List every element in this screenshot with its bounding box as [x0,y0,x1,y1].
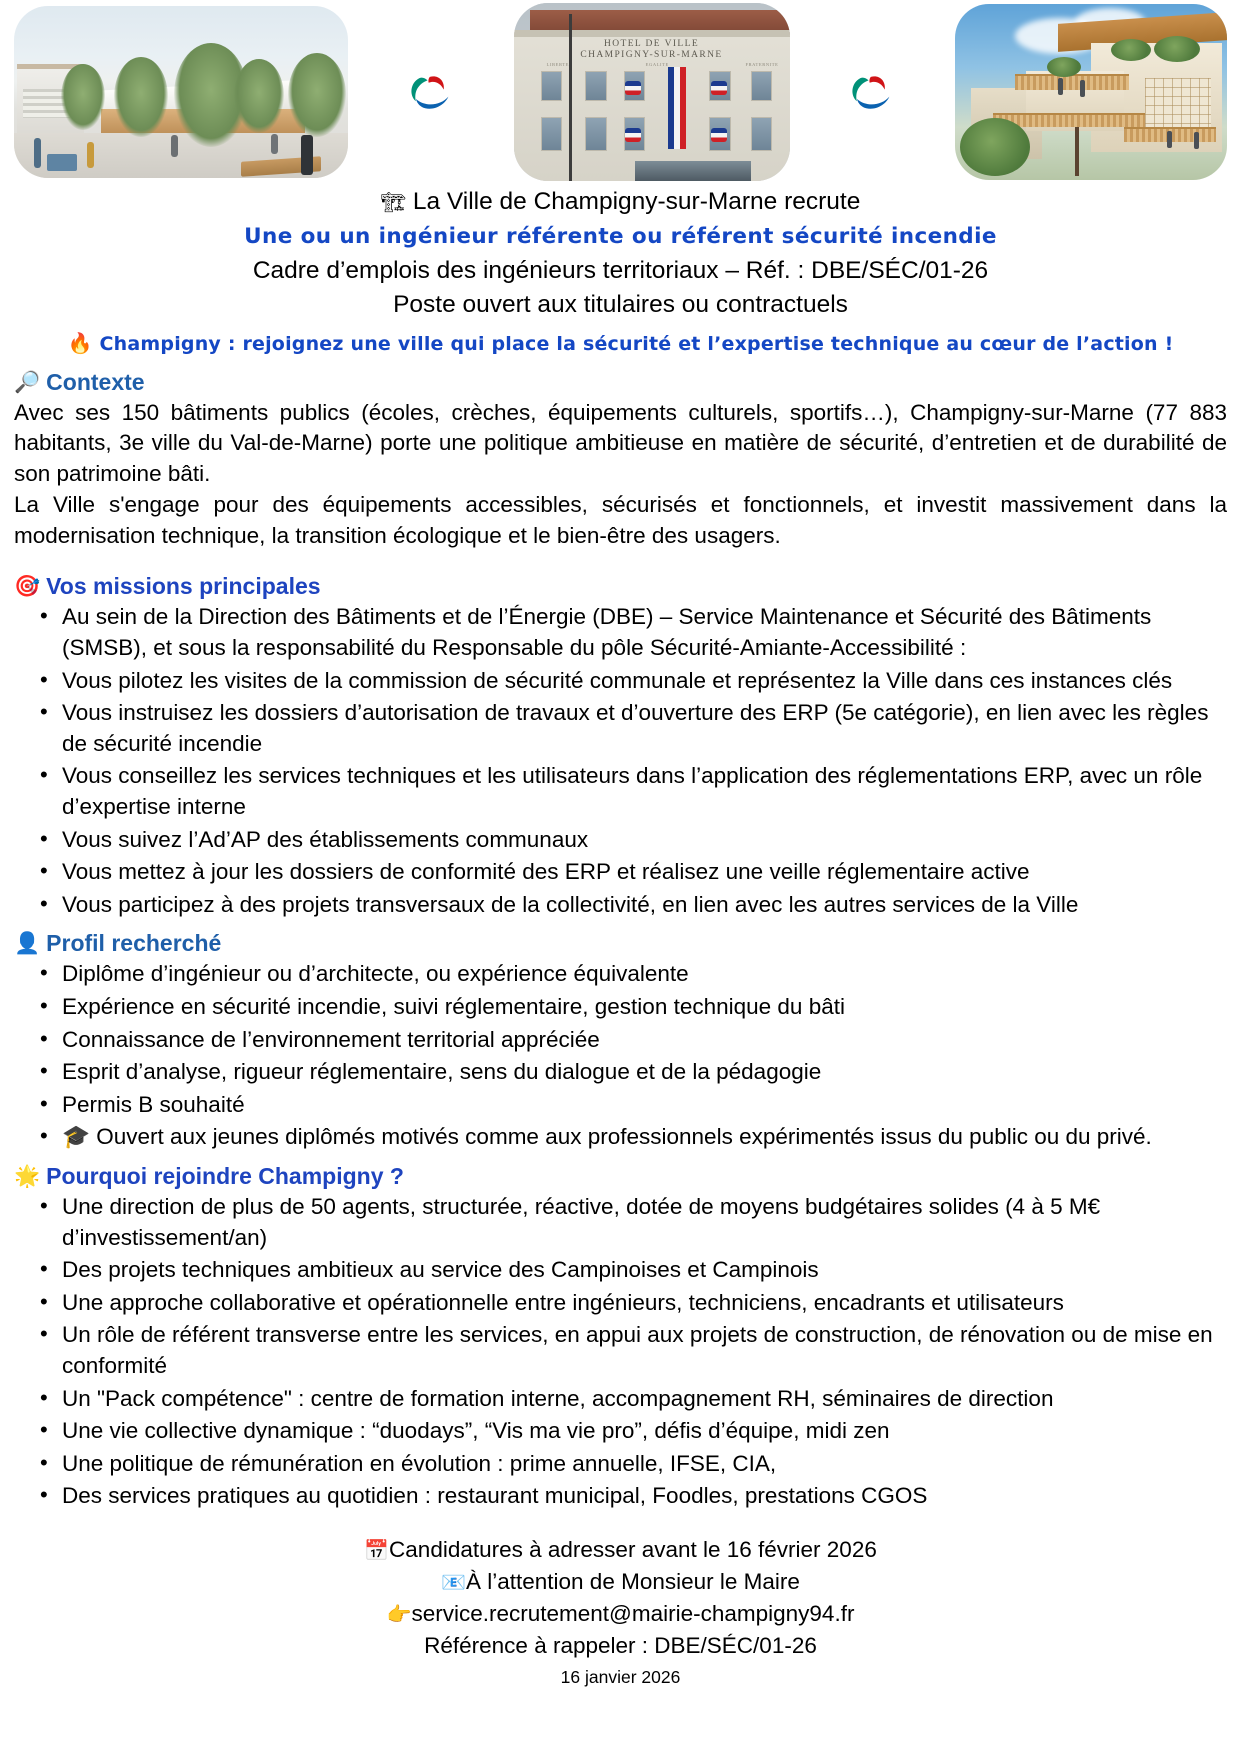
list-item: • Expérience en sécurité incendie, suivi réglementaire, gestion technique du bâti [62,992,1227,1023]
list-item: • Un rôle de référent transverse entre les services, en appui aux projets de construction, de rénovation ou de mise en conformité [62,1320,1227,1381]
person-figure [34,138,41,168]
tricolour-cockade [625,81,641,95]
calendar-icon: 📅 [364,1539,390,1562]
window [751,117,772,151]
section-heading-profil [14,930,1227,957]
job-title: Une ou un ingénieur référente ou référent sécurité incendie [244,224,997,250]
recruitment-headline-text: La Ville de Champigny-sur-Marne recrute [412,188,861,215]
photo-equipement-public [14,6,348,178]
roof-vegetation [1111,39,1151,61]
list-item: • Permis B souhaité [62,1090,1227,1121]
list-item: • Une politique de rémunération en évolution : prime annuelle, IFSE, CIA, [62,1449,1227,1480]
list-item: • Vous conseillez les services techniques et les utilisateurs dans l’application des réglementations ERP, avec un rôle d’expertise interne [62,761,1227,822]
person-figure [1194,132,1199,149]
tree-icon [61,64,105,130]
roof-vegetation [1047,57,1081,77]
job-grade-reference: Cadre d’emplois des ingénieurs territoriaux – Réf. : DBE/SÉC/01-26 [252,257,989,285]
list-item: • Vous participez à des projets transversaux de la collectivité, en lien avec les autres services de la Ville [62,890,1227,921]
list-item: • Vous pilotez les visites de la commission de sécurité communale et représentez la Ville dans ces instances clés [62,666,1227,697]
tricolour-cockade [711,128,727,142]
window [585,71,606,101]
person-figure [1080,80,1085,97]
header-banner [14,0,1227,182]
list-item: • Une approche collaborative et opérationnelle entre ingénieurs, techniciens, encadrants et utilisateurs [62,1288,1227,1319]
window [541,71,562,101]
list-item: • Esprit d’analyse, rigueur réglementaire, sens du dialogue et de la pédagogie [62,1057,1227,1088]
contexte-paragraph: Avec ses 150 bâtiments publics (écoles, crèches, équipements culturels, sportifs…), Champigny-sur-Marne (77 883 habitants, 3e ville du Val-de-Marne) porte une politique ambitieuse en matière de sécurité, d’entretien et de durabilité de son patrimoine bâti. [14,399,1227,486]
person-figure [1058,78,1063,95]
list-item: • Vous mettez à jour les dossiers de conformité des ERP et réalisez une veille réglementaire active [62,857,1227,888]
roof-vegetation [1154,36,1200,62]
list-item: • Vous suivez l’Ad’AP des établissements communaux [62,825,1227,856]
application-footer [14,1534,1227,1690]
person-figure [171,135,178,157]
publication-date: 16 janvier 2026 [560,1666,681,1687]
balcony [1015,74,1129,90]
list-item: • Des projets techniques ambitieux au service des Campinoises et Campinois [62,1255,1227,1286]
section-heading-missions-label: Vos missions principales [46,573,321,600]
window [585,117,606,151]
tree-icon [960,118,1030,176]
cornice [514,30,790,37]
section-heading-pourquoi-label: Pourquoi rejoindre Champigny ? [46,1162,404,1189]
list-item: • Une vie collective dynamique : “duodays”, “Vis ma vie pro”, défis d’équipe, midi zen [62,1416,1227,1447]
title-block [14,186,1227,359]
star-icon: 🌟 [14,1164,41,1188]
render-timber-building [955,4,1227,180]
application-email[interactable]: service.recrutement@mairie-champigny94.fr [411,1600,855,1626]
republic-motto [547,62,779,67]
street-furniture [47,154,77,171]
townhall-sign-line2: CHAMPIGNY-SUR-MARNE [580,50,723,61]
pourquoi-list [14,1192,1227,1512]
missions-list [14,602,1227,920]
list-item: • Un "Pack compétence" : centre de formation interne, accompagnement RH, séminaires de direction [62,1384,1227,1415]
tricolour-cockade [711,81,727,95]
render-esplanade [14,6,348,178]
tree-icon [114,57,168,137]
motto-egalite: EGALITE [645,61,669,67]
contexte-paragraph: La Ville s'engage pour des équipements accessibles, sécurisés et fonctionnels, et investit massivement dans la modernisation technique, la transition écologique et le bien-être des usagers. [14,492,1227,548]
render-town-hall [514,3,790,181]
list-item: • Des services pratiques au quotidien : restaurant municipal, Foodles, prestations CGOS [62,1481,1227,1512]
tagline-text: Champigny : rejoignez une ville qui place la sécurité et l’expertise technique au cœur de l’action ! [99,333,1174,356]
logo-champigny-sur-marne [843,63,901,121]
french-flag-icon [668,67,686,149]
motto-fraternite: FRATERNITE [745,61,779,67]
tricolour-cockade [625,128,641,142]
list-item: • Au sein de la Direction des Bâtiments et de l’Énergie (DBE) – Service Maintenance et Sécurité des Bâtiments (SMSB), et sous la responsabilité du Responsable du pôle Sécurité-Amiante-Accessibilité : [62,602,1227,663]
crane-icon: 🏗 [380,192,406,214]
person-figure [271,134,278,154]
application-recipient-text: À l’attention de Monsieur le Maire [465,1568,800,1594]
target-icon: 🎯 [14,575,41,599]
person-figure [301,135,313,175]
list-item: • Une direction de plus de 50 agents, structurée, réactive, dotée de moyens budgétaires solides (4 à 5 M€ d’investissement/an) [62,1192,1227,1253]
section-heading-missions [14,573,1227,600]
pointing-hand-icon: 👉 [386,1603,412,1626]
tree-icon [288,53,346,137]
facade-lattice [1145,78,1210,131]
job-open-to: Poste ouvert aux titulaires ou contractuels [393,291,848,319]
recruitment-headline [14,186,1227,218]
profil-list [14,959,1227,1153]
window [541,117,562,151]
list-item: • Connaissance de l’environnement territorial appréciée [62,1025,1227,1056]
application-recipient [14,1566,1227,1598]
section-heading-contexte-label: Contexte [46,368,145,395]
tagline [14,328,1227,359]
list-item: • Vous instruisez les dossiers d’autorisation de travaux et d’ouverture des ERP (5e catégorie), en lien avec les règles de sécurité incendie [62,698,1227,759]
application-deadline-text: Candidatures à adresser avant le 16 février 2026 [389,1536,877,1562]
application-email-line [14,1598,1227,1630]
envelope-icon: 📧 [441,1571,466,1594]
list-item: • Diplôme d’ingénieur ou d’architecte, ou expérience équivalente [62,959,1227,990]
section-heading-contexte [14,369,1227,396]
section-heading-pourquoi [14,1163,1227,1190]
fire-icon: 🔥 [67,331,93,356]
photo-hotel-de-ville [514,3,790,181]
motto-liberte: LIBERTE [546,61,570,67]
section-heading-profil-label: Profil recherché [46,930,222,957]
logo-champigny-sur-marne [402,63,460,121]
person-figure [87,142,94,168]
person-figure [1167,131,1172,148]
person-icon: 👤 [14,932,41,956]
magnifier-icon: 🔎 [14,370,41,394]
townhall-sign-line1: HOTEL DE VILLE [603,39,700,50]
window [751,71,772,101]
application-deadline [14,1534,1227,1566]
lamp-post [569,14,572,181]
photo-batiment-bois [955,4,1227,180]
list-item: • 🎓 Ouvert aux jeunes diplômés motivés comme aux professionnels expérimentés issus du public ou du privé. [62,1122,1227,1153]
application-reference: Référence à rappeler : DBE/SÉC/01-26 [424,1632,817,1658]
tree-trunk [1075,127,1079,176]
entrance-canopy [635,161,751,181]
